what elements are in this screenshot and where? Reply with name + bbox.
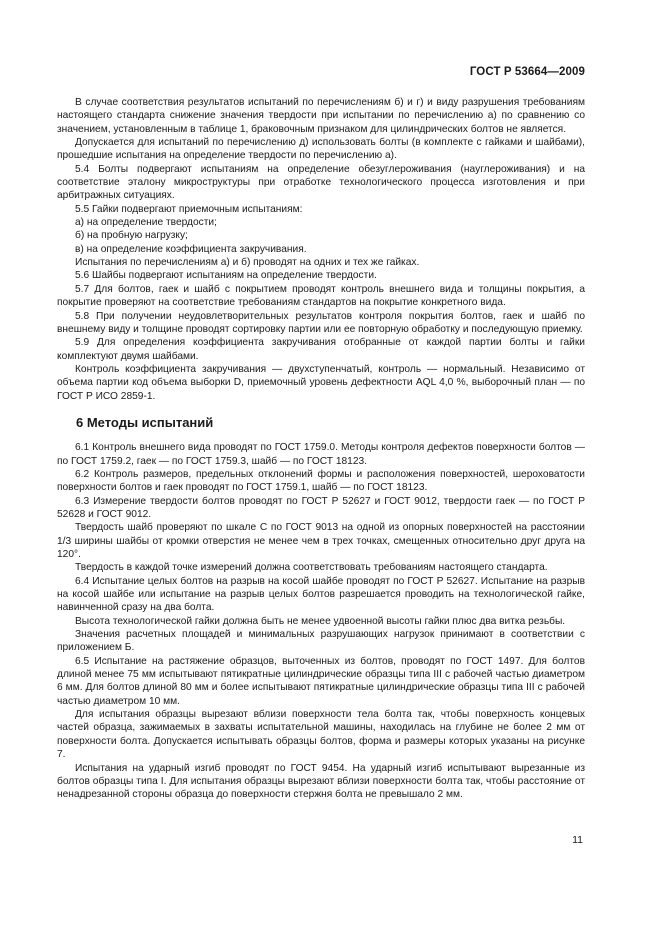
paragraph: В случае соответствия результатов испытаний по перечислениям б) и г) и виду разрушения требованиям настоящего стандарта снижение значения твердости при испытании по перечислению а) по сравнению со значением, установленным в таблице 1, браковочным признаком для цилиндрических болтов не является. [57, 97, 585, 135]
clause-6-4: 6.4 Испытание целых болтов на разрыв на косой шайбе проводят по ГОСТ Р 52627. Испытание на разрыв на косой шайбе или испытание на разрыв целых болтов разрешается проводить на технологической гайке, навинченной сразу на два болта. [57, 575, 585, 614]
clause-6-3: 6.3 Измерение твердости болтов проводят по ГОСТ Р 52627 и ГОСТ 9012, твердости гаек — по ГОСТ Р 52628 и ГОСТ 9012. [57, 495, 585, 520]
paragraph: Значения расчетных площадей и минимальных разрушающих нагрузок принимают в соответствии с приложением Б. [57, 629, 585, 654]
standard-code-header: ГОСТ Р 53664—2009 [469, 66, 585, 78]
clause-6-1: 6.1 Контроль внешнего вида проводят по ГОСТ 1759.0. Методы контроля дефектов поверхности болтов — по ГОСТ 1759.2, гаек — по ГОСТ 1759.3, шайб — по ГОСТ 18123. [57, 442, 585, 467]
clause-5-7: 5.7 Для болтов, гаек и шайб с покрытием проводят контроль внешнего вида и толщины покрытия, а покрытие проверяют на соответствие требованиям стандартов на покрытие конкретного вида. [57, 283, 585, 309]
list-item: б) на пробную нагрузку; [75, 230, 188, 242]
clause-5-8: 5.8 При получении неудовлетворительных результатов контроля покрытия болтов, гаек и шайб по внешнему виду и толщине проводят сортировку партии или ее повторную обработку и последующую приемку. [57, 310, 585, 335]
page-body [57, 96, 585, 802]
section-title: 6 Методы испытаний [76, 414, 214, 430]
clause-6-2: 6.2 Контроль размеров, предельных отклонений формы и расположения поверхностей, шероховатости поверхности болтов и гаек проводят по ГОСТ 1759.1, шайб — по ГОСТ 18123. [57, 468, 585, 494]
clause-5-4: 5.4 Болты подвергают испытаниям на определение обезуглероживания (науглероживания) и на соответствие эталону микроструктуры при отработке технологического процесса изготовления и при арбитражных ситуациях. [57, 163, 585, 202]
paragraph: Допускается для испытаний по перечислению д) использовать болты (в комплекте с гайками и шайбами), прошедшие испытания на определение твердости по перечислению а). [57, 137, 585, 162]
list-item: в) на определение коэффициента закручивания. [75, 243, 307, 255]
paragraph: Контроль коэффициента закручивания — двухступенчатый, контроль — нормальный. Независимо от объема партии код объема выборки D, приемочный уровень дефектности AQL 4,0 %, выборочный план — по ГОСТ Р ИСО 2859-1. [57, 363, 585, 402]
paragraph: Твердость шайб проверяют по шкале С по ГОСТ 9013 на одной из опорных поверхностей на расстоянии 1/3 ширины шайбы от кромки отверстия не менее чем в трех точках, смещенных относительно друг друга на 120°. [57, 522, 585, 560]
clause-5-5: 5.5 Гайки подвергают приемочным испытаниям: [75, 203, 303, 215]
paragraph: Высота технологической гайки должна быть не менее удвоенной высоты гайки плюс два витка резьбы. [75, 615, 566, 627]
paragraph: Твердость в каждой точке измерений должна соответствовать требованиям настоящего стандарта. [75, 562, 548, 574]
paragraph: Для испытания образцы вырезают вблизи поверхности тела болта так, чтобы поверхность концевых частей образца, зажимаемых в захваты испытательной машины, находилась на глубине не более 2 мм от поверхности болта. Допускается испытывать образцы болтов, форма и размеры которых указаны на рисунке 7. [57, 709, 585, 761]
paragraph: Испытания по перечислениям а) и б) проводят на одних и тех же гайках. [75, 257, 420, 269]
clause-5-6: 5.6 Шайбы подвергают испытаниям на определение твердости. [75, 270, 377, 282]
clause-5-9: 5.9 Для определения коэффициента закручивания отобранные от каждой партии болты и гайки комплектуют двумя шайбами. [57, 337, 585, 362]
list-item: а) на определение твердости; [75, 217, 217, 229]
clause-6-5: 6.5 Испытание на растяжение образцов, выточенных из болтов, проводят по ГОСТ 1497. Для болтов длиной менее 75 мм испытывают пятикратные цилиндрические образцы типа III с рабочей частью диаметром 6 мм. Для болтов длиной 80 мм и более испытывают пятикратные цилиндрические образцы типа III с рабочей частью диаметром 10 мм. [57, 655, 585, 707]
page-number: 11 [572, 834, 583, 846]
paragraph: Испытания на ударный изгиб проводят по ГОСТ 9454. На ударный изгиб испытывают вырезанные из болтов образцы типа I. Для испытания образцы вырезают вблизи поверхности болта так, чтобы расстояние от ненадрезанной стороны образца до поверхности стержня болта не превышало 2 мм. [57, 762, 585, 801]
